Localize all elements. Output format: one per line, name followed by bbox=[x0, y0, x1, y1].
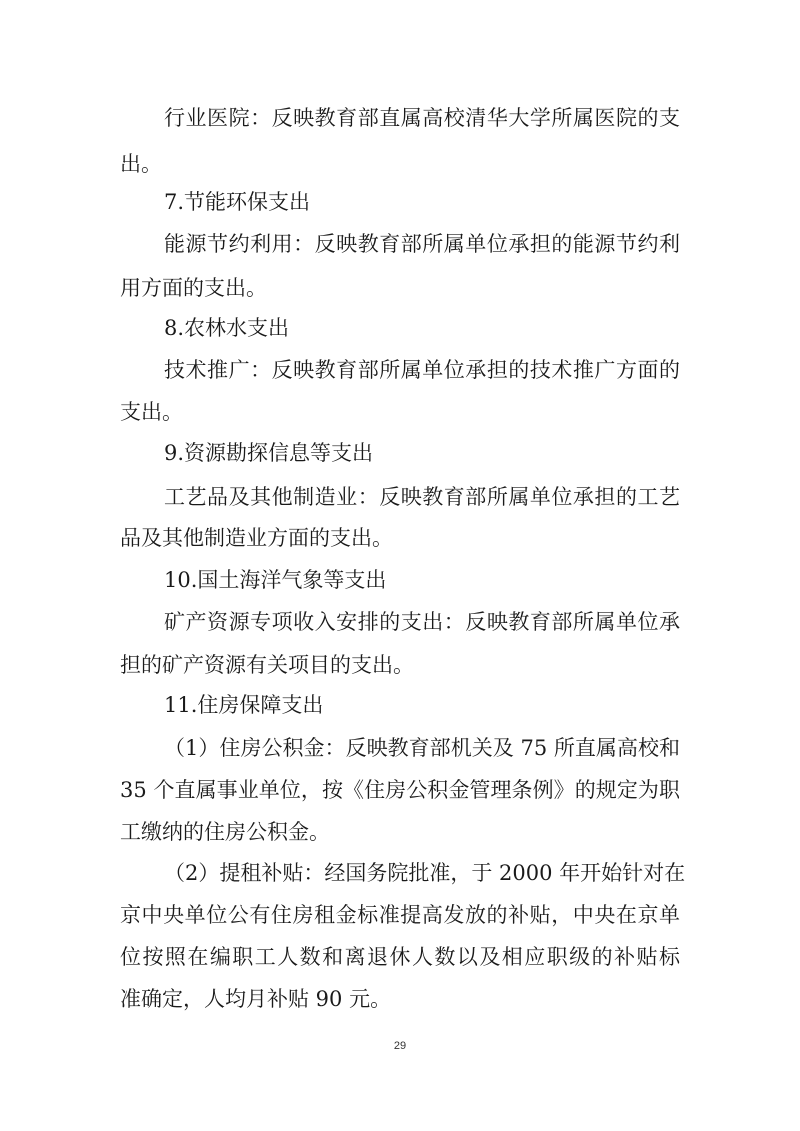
rent-subsidy-line-3: 位按照在编职工人数和离退休人数以及相应职级的补贴标 bbox=[120, 945, 680, 969]
page-number: 29 bbox=[393, 1040, 407, 1052]
rent-subsidy-line-2: 京中央单位公有住房租金标准提高发放的补贴，中央在京单 bbox=[120, 903, 680, 927]
housing-fund-line-2: 35 个直属事业单位，按《住房公积金管理条例》的规定为职 bbox=[120, 778, 680, 802]
section-7-line-2: 用方面的支出。 bbox=[120, 276, 267, 300]
housing-fund-line-1: （1）住房公积金：反映教育部机关及 75 所直属高校和 bbox=[164, 736, 680, 760]
rent-subsidy-line-4: 准确定，人均月补贴 90 元。 bbox=[120, 987, 392, 1011]
rent-subsidy-line-1: （2）提租补贴：经国务院批准，于 2000 年开始针对在 bbox=[164, 861, 686, 885]
section-10-heading: 10.国土海洋气象等支出 bbox=[164, 568, 387, 592]
section-9-line-1: 工艺品及其他制造业：反映教育部所属单位承担的工艺 bbox=[164, 485, 680, 509]
hospital-line-2: 出。 bbox=[120, 152, 162, 176]
section-11-heading: 11.住房保障支出 bbox=[164, 693, 324, 717]
section-8-heading: 8.农林水支出 bbox=[164, 316, 290, 340]
hospital-line-1: 行业医院：反映教育部直属高校清华大学所属医院的支 bbox=[164, 106, 680, 130]
section-7-heading: 7.节能环保支出 bbox=[164, 190, 311, 214]
section-9-heading: 9.资源勘探信息等支出 bbox=[164, 441, 374, 465]
housing-fund-line-3: 工缴纳的住房公积金。 bbox=[120, 820, 330, 844]
section-9-line-2: 品及其他制造业方面的支出。 bbox=[120, 526, 393, 550]
section-8-line-1: 技术推广：反映教育部所属单位承担的技术推广方面的 bbox=[164, 358, 680, 382]
section-10-line-2: 担的矿产资源有关项目的支出。 bbox=[120, 653, 414, 677]
section-7-line-1: 能源节约利用：反映教育部所属单位承担的能源节约利 bbox=[164, 232, 680, 256]
section-8-line-2: 支出。 bbox=[120, 400, 183, 424]
section-10-line-1: 矿产资源专项收入安排的支出：反映教育部所属单位承 bbox=[164, 610, 680, 634]
